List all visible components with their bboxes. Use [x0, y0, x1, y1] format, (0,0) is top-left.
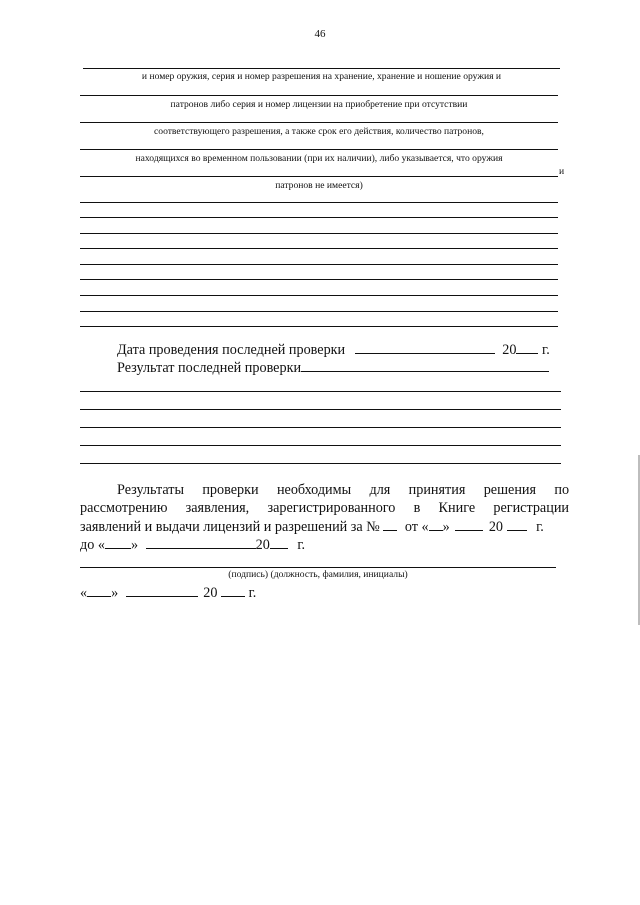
fill-line[interactable] — [80, 248, 558, 249]
word: в — [413, 500, 421, 516]
last-check-date-row — [117, 341, 550, 359]
registration-month-field[interactable] — [455, 518, 483, 531]
last-check-result-label: Результат последней проверки — [117, 360, 302, 376]
signature-month-field[interactable] — [126, 584, 198, 597]
fill-line[interactable] — [80, 463, 561, 464]
signature-year-prefix: 20 — [203, 585, 218, 601]
fill-line[interactable] — [80, 122, 558, 123]
registration-text: заявлений и выдачи лицензий и разрешений за № — [80, 519, 380, 535]
page-number: 46 — [314, 28, 326, 40]
word: Результаты — [117, 482, 184, 498]
last-check-year-suffix: г. — [541, 342, 550, 358]
fill-line[interactable] — [80, 264, 558, 265]
word: регистрации — [493, 500, 570, 516]
word: решения — [483, 482, 537, 498]
last-check-year-prefix: 20 — [502, 342, 517, 358]
last-check-date-field[interactable] — [355, 341, 495, 354]
results-paragraph-line-4 — [80, 536, 305, 554]
last-check-result-row — [117, 359, 549, 377]
last-check-result-field[interactable] — [301, 359, 549, 372]
quote-close: » — [111, 585, 119, 601]
quote-close: » — [130, 537, 139, 553]
word: для — [369, 482, 391, 498]
fill-line[interactable] — [80, 217, 558, 218]
last-check-year-field[interactable] — [516, 341, 538, 354]
registration-number-field[interactable] — [383, 518, 397, 531]
word: проверки — [202, 482, 259, 498]
until-label: до « — [80, 537, 105, 553]
word: Книге — [438, 500, 476, 516]
field-caption: патронов не имеется) — [275, 180, 363, 191]
word: необходимы — [276, 482, 352, 498]
fill-line[interactable] — [80, 279, 558, 280]
until-year-prefix: 20 — [255, 537, 270, 553]
from-label: от « — [404, 519, 429, 535]
until-month-field[interactable] — [146, 536, 256, 549]
signature-caption: (подпись) (должность, фамилия, инициалы) — [228, 569, 408, 580]
signature-day-field[interactable] — [87, 584, 111, 597]
signature-line[interactable] — [80, 567, 556, 568]
registration-day-field[interactable] — [429, 518, 443, 531]
fill-line[interactable] — [80, 311, 558, 312]
fill-line[interactable] — [80, 295, 558, 296]
registration-year-suffix: г. — [536, 519, 544, 535]
results-paragraph-line-2 — [80, 500, 569, 517]
word: принятия — [408, 482, 466, 498]
and-connector: и — [559, 166, 565, 177]
last-check-date-label: Дата проведения последней проверки — [117, 342, 346, 358]
until-day-field[interactable] — [105, 536, 131, 549]
quote-open: « — [80, 585, 88, 601]
field-caption: соответствующего разрешения, а также срок его действия, количество патронов, — [154, 126, 484, 137]
results-paragraph-line-1 — [117, 482, 569, 499]
quote-close: » — [442, 519, 450, 535]
fill-line[interactable] — [83, 68, 560, 69]
word: по — [554, 482, 570, 498]
fill-line[interactable] — [80, 176, 558, 177]
registration-year-field[interactable] — [507, 518, 527, 531]
fill-line[interactable] — [80, 409, 561, 410]
until-year-suffix: г. — [297, 537, 306, 553]
fill-line[interactable] — [80, 233, 558, 234]
fill-line[interactable] — [80, 95, 558, 96]
field-caption: и номер оружия, серия и номер разрешения на хранение, хранение и ношение оружия и — [141, 71, 502, 82]
fill-line[interactable] — [80, 427, 561, 428]
fill-line[interactable] — [80, 445, 561, 446]
fill-line[interactable] — [80, 326, 558, 327]
signature-year-suffix: г. — [248, 585, 257, 601]
fill-line[interactable] — [80, 391, 561, 392]
registration-year-prefix: 20 — [488, 519, 503, 535]
fill-line[interactable] — [80, 149, 558, 150]
field-caption: патронов либо серия и номер лицензии на приобретение при отсутствии — [170, 99, 468, 110]
results-paragraph-line-3 — [80, 518, 544, 536]
field-caption: находящихся во временном пользовании (при их наличии), либо указывается, что оружия — [135, 153, 503, 164]
word: зарегистрированного — [267, 500, 396, 516]
word: заявления, — [185, 500, 250, 516]
until-year-field[interactable] — [270, 536, 288, 549]
signature-date-row — [80, 584, 256, 602]
signature-year-field[interactable] — [221, 584, 245, 597]
word: рассмотрению — [80, 500, 168, 516]
fill-line[interactable] — [80, 202, 558, 203]
